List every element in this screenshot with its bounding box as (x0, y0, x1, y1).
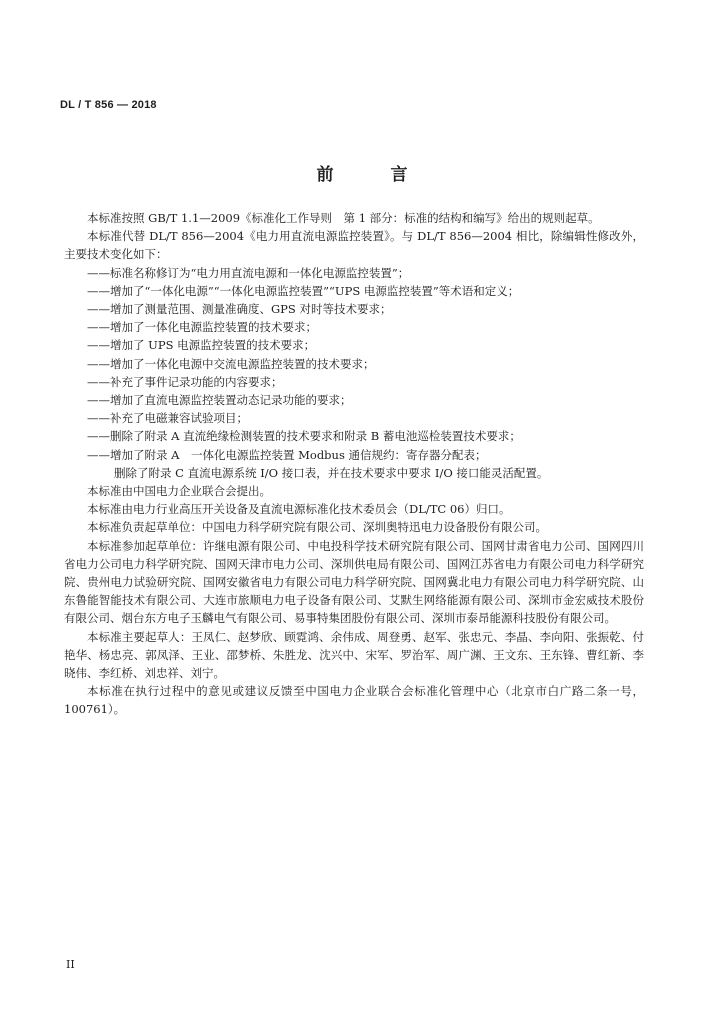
list-item: ——增加了测量范围、测量准确度、GPS 对时等技术要求； (87, 302, 392, 317)
feedback-paragraph: 本标准在执行过程中的意见或建议反馈至中国电力企业联合会标准化管理中心（北京市白广路二条一号，100761）。 (64, 684, 644, 717)
list-item: ——补充了事件记录功能的内容要求； (87, 374, 283, 389)
list-item: ——增加了“一体化电源”“一体化电源监控装置”“UPS 电源监控装置”等术语和定义； (87, 283, 520, 298)
changes-list (64, 264, 644, 482)
list-item: ——标准名称修订为“电力用直流电源和一体化电源监控装置”； (87, 265, 410, 280)
list-item: ——增加了一体化电源中交流电源监控装置的技术要求； (87, 356, 375, 371)
drafting-lead-paragraph: 本标准负责起草单位：中国电力科学研究院有限公司、深圳奥特迅电力设备股份有限公司。 (87, 520, 547, 535)
managed-paragraph: 本标准由电力行业高压开关设备及直流电源标准化技术委员会（DL/TC 06）归口。 (87, 502, 511, 517)
proposed-paragraph: 本标准由中国电力企业联合会提出。 (87, 484, 271, 499)
intro-line-1: 本标准按照 GB/T 1.1—2009《标准化工作导则 第 1 部分：标准的结构和编写》给出的规则起草。 (87, 211, 600, 225)
participants-paragraph: 本标准参加起草单位：许继电源有限公司、中电投科学技术研究院有限公司、国网甘肃省电力公司、国网四川省电力公司电力科学研究院、国网天津市电力公司、深圳供电局有限公司、国网江苏省电力有限公司电力科学研究院、贵州电力试验研究院、国网安徽省电力有限公司电力科学研究院、国网冀北电力有限公司电力科学研究院、山东鲁能智能技术有限公司、大连市旅顺电力电子设备有限公司、艾默生网络能源有限公司、深圳市金宏威技术股份有限公司、烟台东方电子玉麟电气有限公司、易事特集团股份有限公司、深圳市泰昂能源科技股份有限公司。 (64, 538, 644, 626)
list-item: ——增加了一体化电源监控装置的技术要求； (87, 320, 317, 335)
drafters-paragraph: 本标准主要起草人：王凤仁、赵梦欣、顾霓鸿、余伟成、周登勇、赵军、张忠元、李晶、李向阳、张振乾、付艳华、杨忠亮、郭凤泽、王业、邵梦桥、朱胜龙、沈兴中、宋军、罗治军、周广渊、王文东、王东锋、曹红新、李晓伟、李红桥、刘忠祥、刘宁。 (64, 629, 644, 681)
page-title: 前 言 (316, 165, 428, 185)
page-number: II (66, 958, 75, 971)
list-item: ——增加了直流电源监控装置动态记录功能的要求； (87, 393, 352, 408)
document-code-header: DL / T 856 — 2018 (60, 99, 157, 111)
list-item-continuation: 删除了附录 C 直流电源系统 I/O 接口表，并在技术要求中要求 I/O 接口能灵活配置。 (114, 465, 549, 480)
list-item: ——增加了 UPS 电源监控装置的技术要求； (87, 338, 316, 353)
list-item: ——删除了附录 A 直流绝缘检测装置的技术要求和附录 B 蓄电池巡检装置技术要求； (87, 429, 521, 444)
foreword-body (64, 209, 644, 719)
intro-line-2: 本标准代替 DL/T 856—2004《电力用直流电源监控装置》。与 DL/T 856—2004 相比，除编辑性修改外，主要技术变化如下： (64, 229, 644, 262)
list-item: ——补充了电磁兼容试验项目； (87, 411, 248, 426)
list-item: ——增加了附录 A 一体化电源监控装置 Modbus 通信规约：寄存器分配表； (87, 447, 487, 462)
